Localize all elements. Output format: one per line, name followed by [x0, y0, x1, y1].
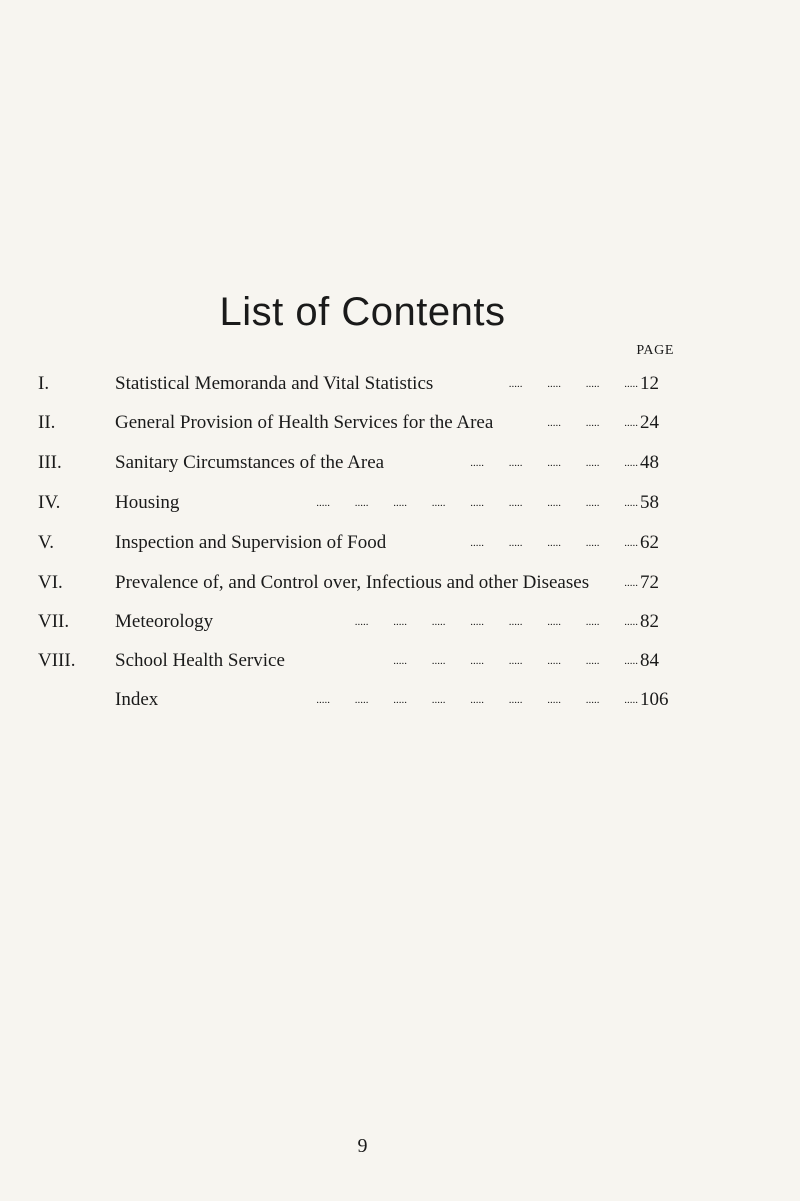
toc-numeral: IV. [38, 492, 61, 513]
toc-page-number: 12 [640, 373, 659, 394]
toc-page-number: 62 [640, 532, 659, 553]
toc-title: Prevalence of, and Control over, Infectious and other Diseases [115, 572, 590, 593]
toc-page-number: 58 [640, 492, 659, 513]
toc-numeral: VI. [38, 572, 63, 593]
toc-numeral: I. [38, 373, 50, 394]
toc-page-number: 48 [640, 452, 659, 473]
toc-page-number: 82 [640, 611, 659, 632]
toc-entry [38, 648, 678, 674]
toc-numeral: V. [38, 532, 55, 553]
toc-numeral: VIII. [38, 650, 76, 671]
toc-title: Meteorology [115, 611, 214, 632]
toc-title: Inspection and Supervision of Food [115, 532, 387, 553]
toc-title: General Provision of Health Services for the Area [115, 412, 494, 433]
toc-title: Housing [115, 492, 180, 513]
toc-entry [38, 410, 678, 436]
toc-entry [38, 371, 678, 397]
toc-title: Sanitary Circumstances of the Area [115, 452, 385, 473]
toc-numeral: II. [38, 412, 56, 433]
page-title: List of Contents [219, 290, 506, 334]
toc-numeral: III. [38, 452, 62, 473]
toc-leader: ..... ..... ..... ..... ..... ..... ..... ..... [354, 616, 638, 628]
page-number: 9 [357, 1135, 368, 1157]
toc-page-number: 24 [640, 412, 659, 433]
toc-leader: ..... ..... ..... ..... ..... [470, 537, 638, 549]
toc-page-number: 106 [640, 689, 669, 710]
toc-leader: ..... ..... ..... ..... ..... ..... ..... [393, 655, 638, 667]
toc-entry [38, 490, 678, 516]
toc-title: School Health Service [115, 650, 285, 671]
toc-entry [38, 530, 678, 556]
toc-entry [38, 570, 678, 596]
toc-leader: ..... ..... ..... ..... ..... ..... ..... ..... ..... [316, 694, 638, 706]
toc-title: Statistical Memoranda and Vital Statistics [115, 373, 434, 394]
toc-entry [38, 687, 678, 713]
toc-title: Index [115, 689, 159, 710]
toc-leader: ..... ..... ..... ..... ..... ..... ..... ..... ..... [316, 497, 638, 509]
toc-leader: ..... ..... ..... ..... [508, 378, 638, 390]
toc-page-number: 84 [640, 650, 659, 671]
toc-entry [38, 450, 678, 476]
toc-leader: ..... [624, 577, 638, 589]
toc-leader: ..... ..... ..... ..... ..... [470, 457, 638, 469]
toc-numeral: VII. [38, 611, 70, 632]
page-column-header: PAGE [636, 343, 674, 358]
toc-entry [38, 609, 678, 635]
toc-leader: ..... ..... ..... [547, 417, 638, 429]
toc-page-number: 72 [640, 572, 659, 593]
